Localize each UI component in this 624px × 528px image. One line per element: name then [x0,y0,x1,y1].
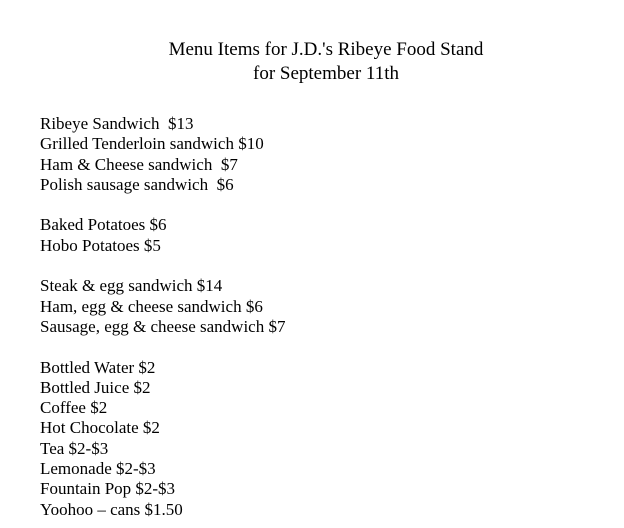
menu-item: Ham & Cheese sandwich $7 [40,154,238,174]
menu-item: Polish sausage sandwich $6 [40,174,234,194]
title-line-2: for September 11th [253,63,399,84]
menu-item: Hot Chocolate $2 [40,418,160,438]
menu-item: Steak & egg sandwich $14 [40,276,223,296]
menu-list [40,114,285,520]
menu-item: Grilled Tenderloin sandwich $10 [40,134,264,154]
menu-group-drinks [40,358,285,520]
menu-group-sandwiches [40,114,285,195]
title-line-1: Menu Items for J.D.'s Ribeye Food Stand [168,39,484,60]
menu-item: Hobo Potatoes $5 [40,235,161,255]
menu-group-potatoes [40,215,285,256]
menu-item: Sausage, egg & cheese sandwich $7 [40,316,286,336]
menu-group-breakfast [40,276,285,337]
menu-item: Yoohoo – cans $1.50 [40,499,183,519]
menu-item: Bottled Water $2 [40,357,156,377]
menu-item: Fountain Pop $2-$3 [40,479,176,499]
menu-item: Tea $2-$3 [40,438,109,458]
menu-item: Ribeye Sandwich $13 [40,114,194,133]
menu-item: Bottled Juice $2 [40,377,151,397]
menu-item: Ham, egg & cheese sandwich $6 [40,296,263,316]
menu-item: Coffee $2 [40,398,108,418]
menu-item: Lemonade $2-$3 [40,459,156,479]
menu-item: Baked Potatoes $6 [40,215,167,235]
document-title [0,38,624,86]
